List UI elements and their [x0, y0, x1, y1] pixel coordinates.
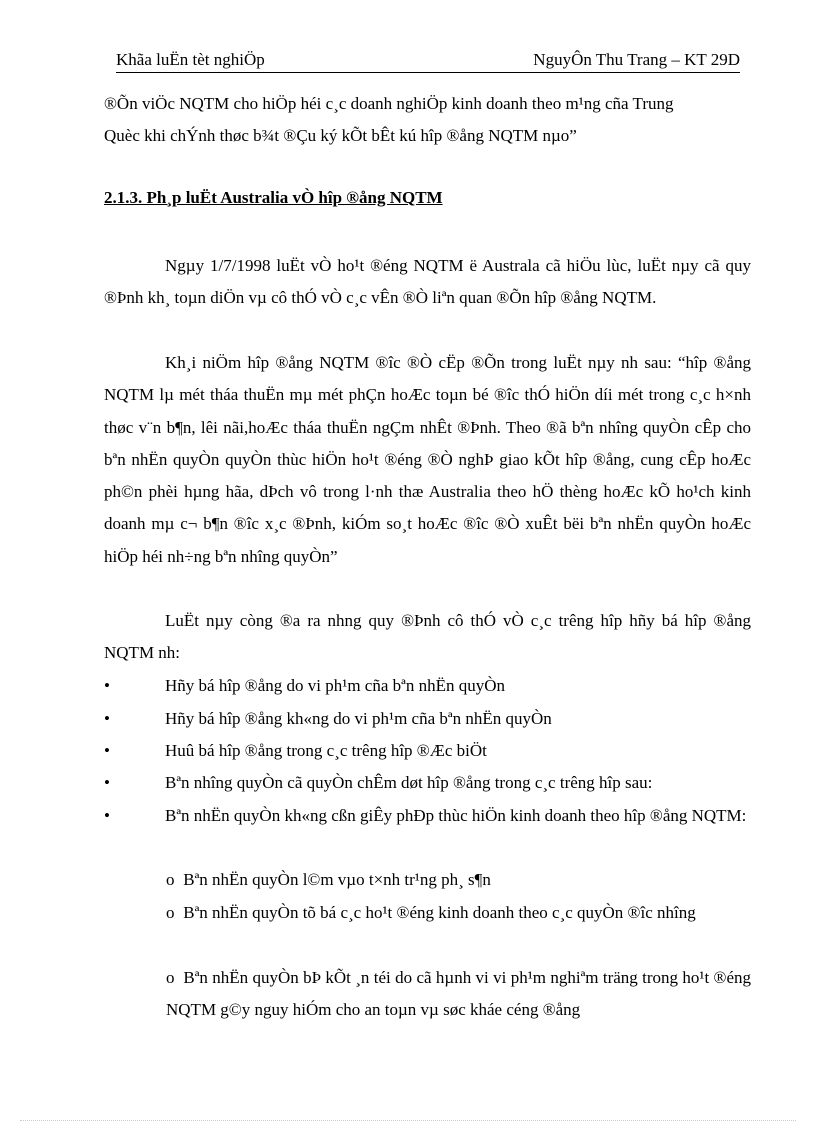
- page-bottom-rule: [20, 1120, 796, 1121]
- bullet-icon: •: [104, 806, 110, 825]
- section-heading: 2.1.3. Ph¸p luËt Australia vÒ hîp ®ång NQTM: [104, 188, 443, 207]
- paragraph-termination-intro: LuËt nµy còng ®a ra nhng quy ®Þnh cô thÓ vÒ c¸c trêng hîp hñy bá hîp ®ång NQTM nh:: [104, 611, 751, 663]
- sub-list-item: o Bªn nhËn quyÒn bÞ kÕt ¸n téi do cã hµnh vi vi ph¹m nghiªm träng trong ho¹t ®éng NQTM g©y nguy hiÓm cho an toµn vµ søc kháe céng ®ång: [166, 962, 751, 1027]
- bullet-icon: •: [104, 709, 110, 728]
- sub-list-item: o Bªn nhËn quyÒn tõ bá c¸c ho¹t ®éng kinh doanh theo c¸c quyÒn ®îc nhîng: [166, 897, 751, 929]
- page-header: [116, 48, 740, 73]
- paragraph-effective-date: Ngµy 1/7/1998 luËt vÒ ho¹t ®éng NQTM ë Australa cã hiÖu lùc, luËt nµy cã quy ®Þnh kh¸ toµn diÖn vµ cô thÓ vÒ c¸c vÊn ®Ò liªn quan ®Õn hîp ®ång NQTM.: [104, 256, 751, 308]
- intro-line-2: Quèc khi chÝnh thøc b¾t ®Çu ký kÕt bÊt kú hîp ®ång NQTM nµo”: [104, 126, 577, 145]
- list-item: • Bªn nhîng quyÒn cã quyÒn chÊm døt hîp ®ång trong c¸c trêng hîp sau:: [104, 767, 751, 799]
- bullet-icon: •: [104, 741, 110, 760]
- header-author: NguyÔn Thu Trang – KT 29D: [533, 50, 740, 69]
- list-item: • Hñy bá hîp ®ång kh«ng do vi ph¹m cña bªn nhËn quyÒn: [104, 703, 751, 735]
- paragraph-definition: Kh¸i niÖm hîp ®ång NQTM ®îc ®Ò cËp ®Õn trong luËt nµy nh sau: “hîp ®ång NQTM lµ mét tháa thuËn mµ mét phÇn hoÆc toµn bé ®îc thÓ hiÖn díi mét trong c¸c h×nh thøc v¨n b¶n, lêi nãi,hoÆc tháa thuËn ngÇm nhÊt ®Þnh. Theo ®ã bªn nhîng quyÒn cÊp cho bªn nhËn quyÒn quyÒn thùc hiÖn ho¹t ®éng ®Ò nghÞ giao kÕt hîp ®ång, cung cÊp hoÆc ph©n phèi hµng hãa, dÞch vô trong l·nh thæ Australia theo hÖ thèng hoÆc kÕ ho¹ch kinh doanh mµ c¬ b¶n ®îc x¸c ®Þnh, kiÓm so¸t hoÆc ®îc ®Ò xuÊt bëi bªn nhËn quyÒn hoÆc hiÖp héi nh÷ng bªn nhîng quyÒn”: [104, 353, 751, 566]
- bullet-icon: •: [104, 676, 110, 695]
- header-thesis-title: Khãa luËn tèt nghiÖp: [116, 50, 265, 69]
- list-item: • Bªn nhËn quyÒn kh«ng cßn giÊy phÐp thùc hiÖn kinh doanh theo hîp ®ång NQTM:: [104, 800, 751, 832]
- circle-bullet-icon: o: [166, 903, 175, 922]
- sub-list-item: o Bªn nhËn quyÒn l©m vµo t×nh tr¹ng ph¸ s¶n: [166, 864, 751, 896]
- intro-line-1: ®Õn viÖc NQTM cho hiÖp héi c¸c doanh nghiÖp kinh doanh theo m¹ng cña Trung: [104, 94, 674, 113]
- list-item: • Huû bá hîp ®ång trong c¸c trêng hîp ®Æc biÖt: [104, 735, 751, 767]
- list-item: • Hñy bá hîp ®ång do vi ph¹m cña bªn nhËn quyÒn: [104, 670, 751, 702]
- circle-bullet-icon: o: [166, 968, 175, 987]
- circle-bullet-icon: o: [166, 870, 175, 889]
- bullet-icon: •: [104, 773, 110, 792]
